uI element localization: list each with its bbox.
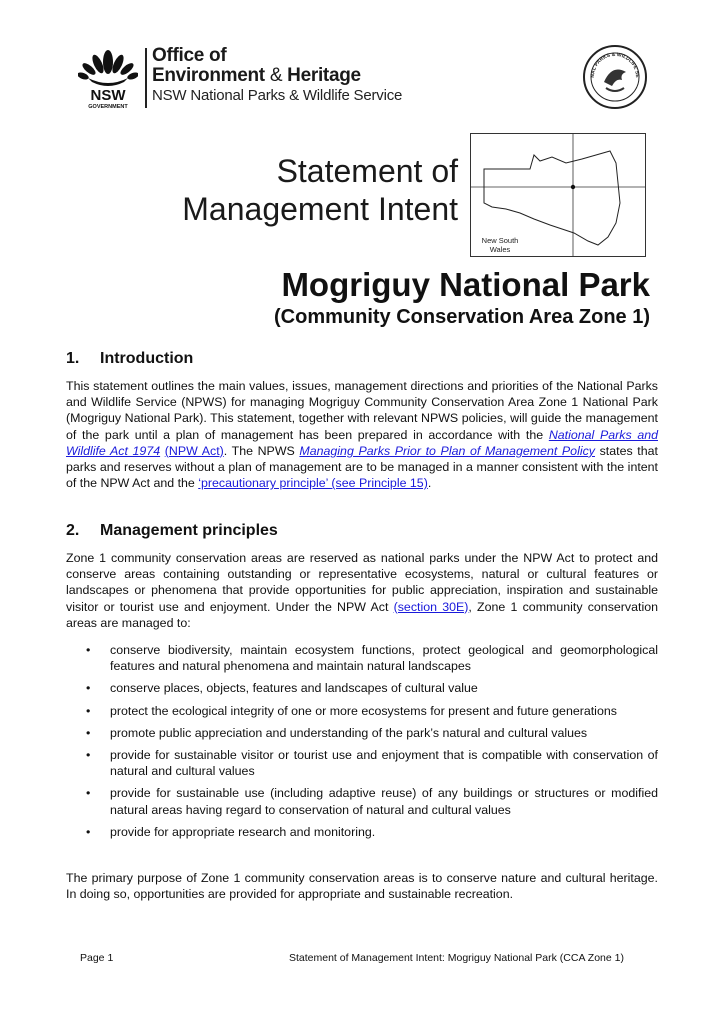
nsw-logo-subtext: GOVERNMENT xyxy=(88,104,128,110)
office-line2-b: Heritage xyxy=(287,65,361,86)
office-line2-amp: & xyxy=(269,65,283,86)
list-item: • provide for sustainable use (including adaptive reuse) of any buildings or structures or modified natural areas having regard to conservation of natural and cultural values xyxy=(86,786,658,817)
list-item-text: conserve places, objects, features and landscapes of cultural value xyxy=(110,681,478,696)
section-30e-link[interactable]: (section 30E) xyxy=(393,599,469,614)
list-item: • provide for sustainable visitor or tourist use and enjoyment that is compatible with conservation of natural and cultural values xyxy=(86,748,658,779)
list-item-text: provide for appropriate research and monitoring. xyxy=(110,824,376,839)
list-item-text: provide for sustainable visitor or tourist use and enjoyment that is compatible with conservation of natural and cultural values xyxy=(110,748,658,779)
office-name xyxy=(152,46,402,103)
list-item-text: protect the ecological integrity of one or more ecosystems for present and future generations xyxy=(110,703,617,718)
document-type-title xyxy=(182,152,458,228)
npw-act-link[interactable]: National Parks and Wildlife Act 1974 xyxy=(66,427,658,458)
header-divider xyxy=(145,48,147,108)
list-item-text: provide for sustainable use (including adaptive reuse) of any buildings or structures or modified natural areas having regard to conservation of natural and cultural values xyxy=(110,786,658,817)
map-label-line2: Wales xyxy=(489,245,511,254)
intro-text: . The NPWS xyxy=(223,443,300,458)
map-label-line1: New South xyxy=(481,236,519,245)
management-objectives-list xyxy=(86,642,658,840)
list-item: • promote public appreciation and understanding of the park’s natural and cultural values xyxy=(86,725,588,740)
npws-seal-logo xyxy=(582,44,648,110)
principles-text: , Zone 1 community conservation areas are managed to: xyxy=(66,599,658,630)
header xyxy=(78,44,648,114)
introduction-paragraph xyxy=(66,378,658,491)
section-heading-management-principles xyxy=(66,522,278,540)
park-subtitle: (Community Conservation Area Zone 1) xyxy=(274,306,650,328)
npw-act-abbrev-link[interactable]: (NPW Act) xyxy=(164,443,224,458)
section-number: 2. xyxy=(66,522,80,539)
intro-text: . xyxy=(427,476,432,491)
intro-text: states that parks and reserves without a plan of management are to be managed in a manner consistent with the intent of the NPW Act and the xyxy=(66,443,658,491)
section-heading-introduction xyxy=(66,350,193,368)
section-title: Management principles xyxy=(100,522,278,539)
list-item: • conserve biodiversity, maintain ecosystem functions, protect geological and geomorphological features and natural phenomena and maintain natural landscapes xyxy=(86,643,658,674)
park-name: Mogriguy National Park xyxy=(281,266,650,303)
title-line1: Statement of xyxy=(276,153,458,189)
office-line2 xyxy=(152,66,402,85)
footer-document-title: Statement of Management Intent: Mogriguy National Park (CCA Zone 1) xyxy=(288,952,624,964)
office-line1: Office of xyxy=(152,45,227,66)
principles-closing-paragraph: The primary purpose of Zone 1 community conservation areas is to conserve nature and cultural heritage. In doing so, opportunities are provided for appropriate and sustainable recreation. xyxy=(66,871,658,902)
section-title: Introduction xyxy=(100,350,194,367)
list-item: • provide for appropriate research and monitoring. xyxy=(86,824,376,839)
nsw-location-map xyxy=(470,133,646,257)
list-item-text: conserve biodiversity, maintain ecosystem functions, protect geological and geomorphological features and natural phenomena and maintain natural landscapes xyxy=(110,643,658,674)
footer-page-number: Page 1 xyxy=(80,952,114,964)
principles-text: Zone 1 community conservation areas are reserved as national parks under the NPW Act to protect and conserve areas containing outstanding or representative ecosystems, natural or cultural features or landscapes or phenomena that provide opportunities for public appreciation, inspiration and sustainable visitor or tourist use and enjoyment. Under the NPW Act xyxy=(66,551,658,614)
list-item-text: promote public appreciation and understanding of the park’s natural and cultural values xyxy=(110,725,588,740)
list-item: • conserve places, objects, features and landscapes of cultural value xyxy=(86,681,478,696)
managing-parks-policy-link[interactable]: Managing Parks Prior to Plan of Management Policy xyxy=(299,443,595,458)
title-line2: Management Intent xyxy=(182,191,458,227)
office-line2-a: Environment xyxy=(152,65,265,86)
section-number: 1. xyxy=(66,350,80,367)
list-item: • protect the ecological integrity of one or more ecosystems for present and future generations xyxy=(86,703,617,718)
office-line3: NSW National Parks & Wildlife Service xyxy=(152,87,403,104)
principles-intro-paragraph xyxy=(66,550,658,631)
nsw-government-logo xyxy=(78,44,138,110)
seal-text: NAL PARKS & WILDLIFE SE xyxy=(589,51,641,78)
nsw-logo-text: NSW xyxy=(90,87,126,104)
intro-text: This statement outlines the main values, issues, management directions and priorities of the National Parks and Wildlife Service (NPWS) for managing Mogriguy Community Conservation Area Zone 1 National Park (Mogriguy National Park). This statement, together with relevant NPWS policies, will guide the management of the park until a plan of management has been prepared in accordance with the xyxy=(66,379,658,442)
precautionary-principle-link[interactable]: ‘precautionary principle’ (see Principle 15) xyxy=(198,476,428,491)
